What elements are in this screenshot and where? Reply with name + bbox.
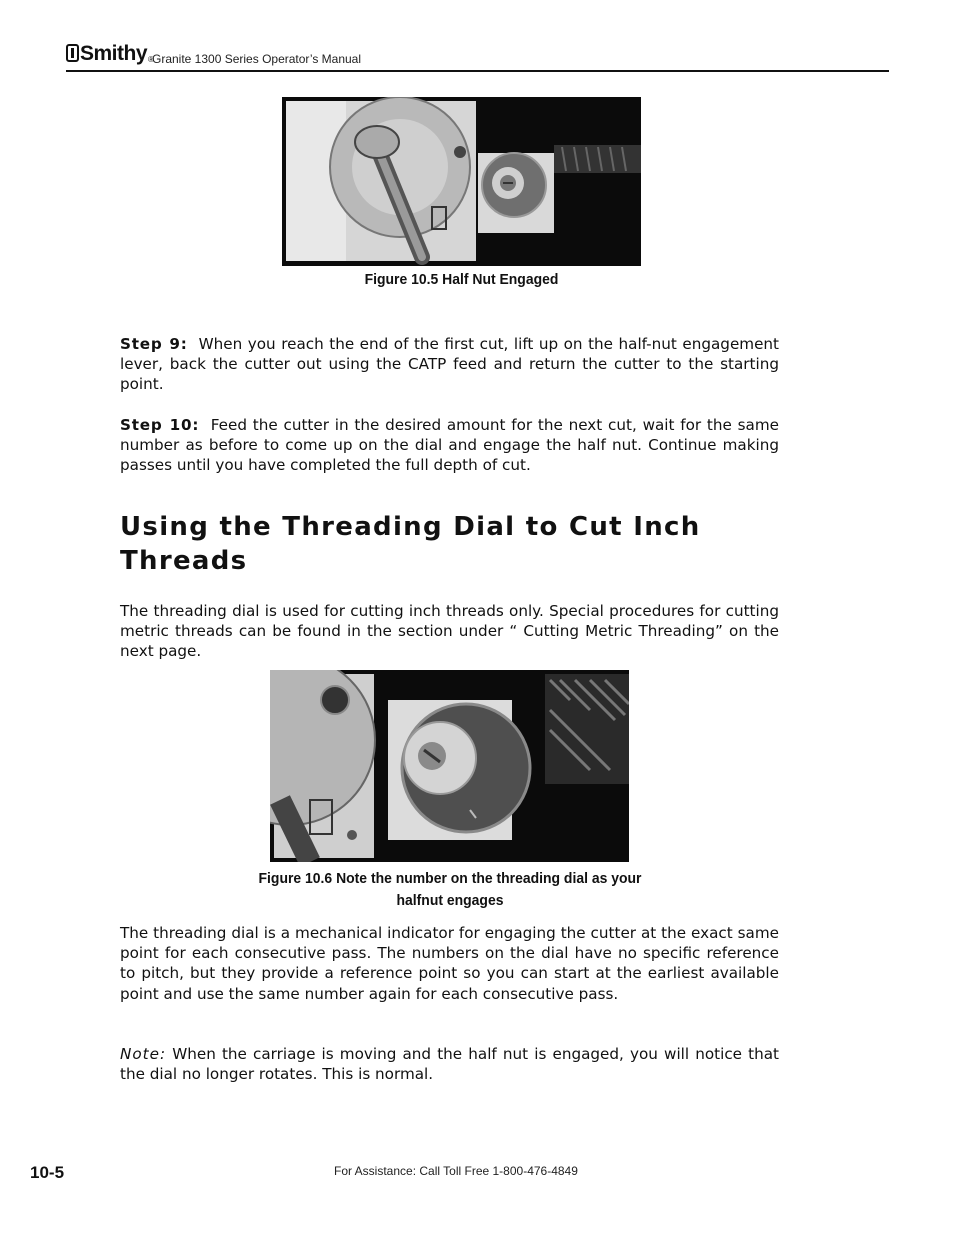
manual-title: Granite 1300 Series Operator’s Manual [152, 52, 362, 66]
step-10-paragraph [120, 415, 779, 476]
note-paragraph [120, 1044, 779, 1084]
threading-intro-paragraph: The threading dial is used for cutting inch threads only. Special procedures for cutting metric threads can be found in the section under “ Cutting Metric Threading” on the next page. [120, 602, 779, 661]
figure-10-6-caption: Figure 10.6 Note the number on the threading dial as your halfnut engages [258, 870, 642, 909]
step-9-paragraph [120, 334, 779, 395]
logo-mark-icon [66, 44, 79, 62]
step-9-text: When you reach the end of the first cut, lift up on the half-nut engagement lever, back the cutter out using the CATP feed and return the cutter to the starting point. [120, 335, 780, 394]
section-heading: Using the Threading Dial to Cut Inch Threads [120, 512, 701, 576]
step-10-text: Feed the cutter in the desired amount for the next cut, wait for the same number as before to come up on the dial and engage the half nut. Continue making passes until you have completed the full depth of cut. [120, 416, 779, 475]
note-text: When the carriage is moving and the half nut is engaged, you will notice that the dial no longer rotates. This is normal. [120, 1045, 779, 1084]
threading-dial-image [270, 670, 629, 862]
dial-description-paragraph: The threading dial is a mechanical indicator for engaging the cutter at the exact same point for each consecutive pass. The numbers on the dial have no specific reference to pitch, but they provide a reference point so you can start at the earliest available point and use the same number again for each consecutive pass. [120, 924, 779, 1003]
figure-10-5-caption: Figure 10.5 Half Nut Engaged [364, 271, 559, 288]
figure-10-5-photo [282, 97, 641, 266]
step-9-label: Step 9: [120, 335, 188, 353]
half-nut-engaged-image [282, 97, 641, 266]
assistance-line: For Assistance: Call Toll Free 1-800-476-4849 [334, 1164, 578, 1178]
note-label: Note: [120, 1045, 167, 1063]
page-header [66, 40, 889, 72]
page-number: 10-5 [30, 1163, 65, 1182]
figure-10-6-photo [270, 670, 629, 862]
step-10-label: Step 10: [120, 416, 200, 434]
smithy-logo: Smithy® [66, 42, 153, 66]
